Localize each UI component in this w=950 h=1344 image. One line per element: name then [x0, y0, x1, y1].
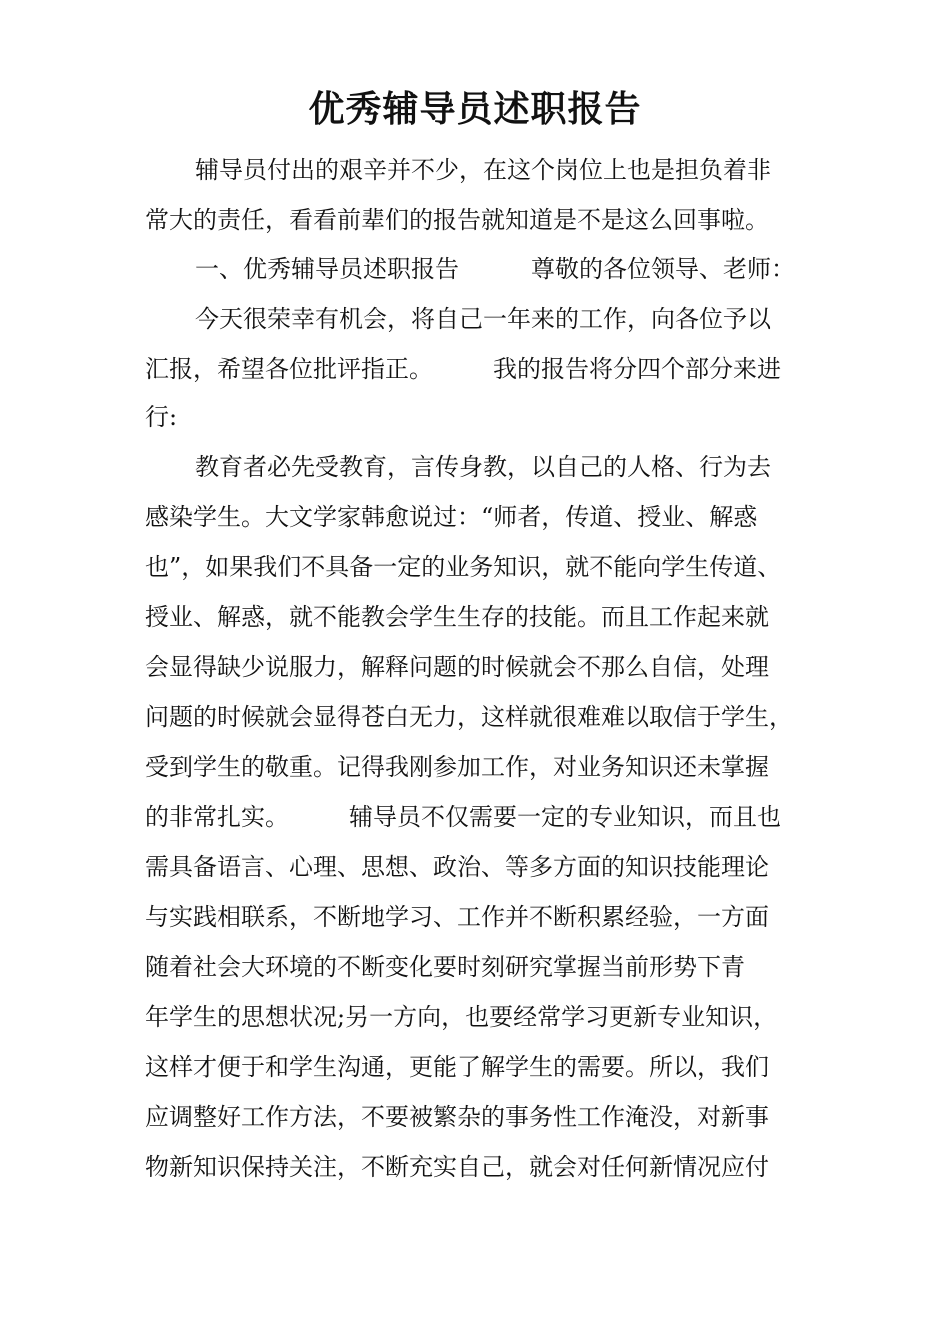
paragraph-line: 年学生的思想状况;另一方向，也要经常学习更新专业知识， [145, 1003, 778, 1031]
paragraph-line: 授业、解惑，就不能教会学生生存的技能。而且工作起来就 [145, 603, 769, 631]
paragraph-line: 问题的时候就会显得苍白无力，这样就很难难以取信于学生， [145, 703, 793, 731]
paragraph-line: 与实践相联系，不断地学习、工作并不断积累经验，一方面 [145, 903, 769, 931]
paragraph-line: 感染学生。大文学家韩愈说过：“师者，传道、授业、解惑 [145, 503, 758, 531]
paragraph-line: 今天很荣幸有机会，将自己一年来的工作，向各位予以 [195, 305, 771, 333]
paragraph-line: 行: [145, 403, 178, 431]
paragraph-line: 需具备语言、心理、思想、政治、等多方面的知识技能理论 [145, 853, 769, 881]
paragraph-line: 物新知识保持关注，不断充实自己，就会对任何新情况应付 [145, 1153, 769, 1181]
paragraph-line: 随着社会大环境的不断变化要时刻研究掌握当前形势下青 [145, 953, 745, 981]
paragraph-line: 一、优秀辅导员述职报告 尊敬的各位领导、老师： [195, 255, 795, 283]
paragraph-line: 汇报，希望各位批评指正。 我的报告将分四个部分来进 [145, 355, 781, 383]
paragraph-line: 辅导员付出的艰辛并不少，在这个岗位上也是担负着非 [195, 156, 771, 184]
paragraph-line: 也”，如果我们不具备一定的业务知识，就不能向学生传道、 [145, 553, 782, 581]
paragraph-line: 受到学生的敬重。记得我刚参加工作，对业务知识还未掌握 [145, 753, 769, 781]
paragraph-line: 会显得缺少说服力，解释问题的时候就会不那么自信，处理 [145, 653, 769, 681]
paragraph-line: 常大的责任，看看前辈们的报告就知道是不是这么回事啦。 [145, 206, 769, 234]
paragraph-line: 这样才便于和学生沟通，更能了解学生的需要。所以，我们 [145, 1053, 769, 1081]
paragraph-line: 的非常扎实。 辅导员不仅需要一定的专业知识，而且也 [145, 803, 781, 831]
paragraph-line: 教育者必先受教育，言传身教，以自己的人格、行为去 [195, 453, 771, 481]
paragraph-line: 应调整好工作方法，不要被繁杂的事务性工作淹没，对新事 [145, 1103, 769, 1131]
document-title: 优秀辅导员述职报告 [308, 88, 642, 130]
